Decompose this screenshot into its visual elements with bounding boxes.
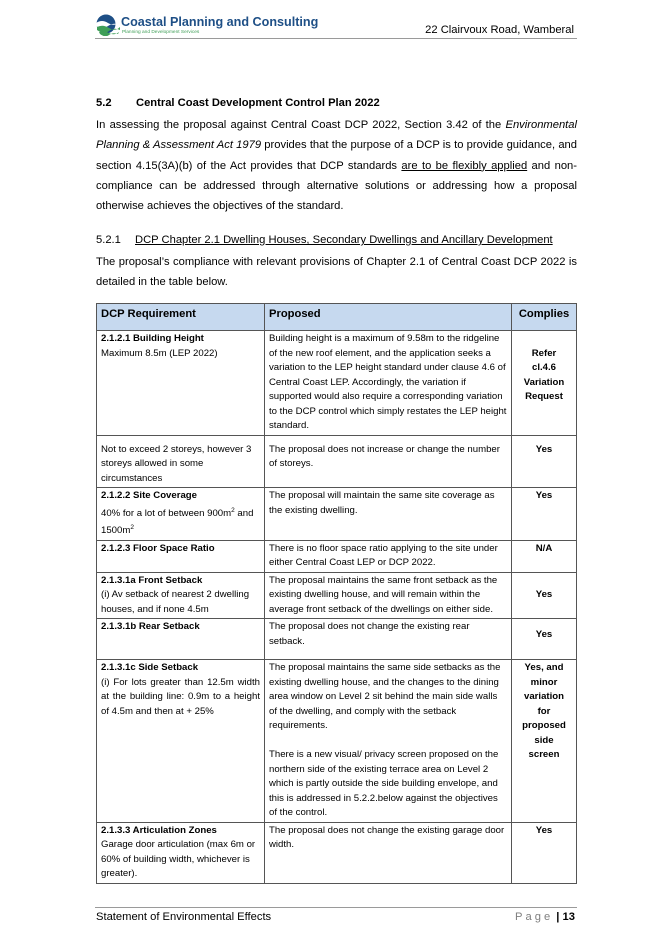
footer-page-number [515, 911, 575, 923]
complies-cell [512, 660, 577, 823]
proposed-cell: The proposal does not change the existing rear setback. [265, 619, 512, 660]
complies-cell: Yes [512, 435, 577, 488]
complies-line: Request [525, 391, 563, 402]
complies-line: proposed [522, 720, 566, 732]
requirement-text [101, 504, 260, 539]
complies-line: cl.4.6 [531, 362, 556, 373]
requirement-cell [97, 619, 265, 660]
section-title: Central Coast Development Control Plan 2022 [136, 97, 380, 109]
table-header-row [97, 304, 577, 331]
flexibly-applied-text: are to be flexibly applied [401, 159, 528, 172]
footer-divider [95, 907, 577, 908]
complies-value: Yes [535, 589, 553, 601]
complies-line: Refer [531, 347, 557, 359]
dcp-compliance-table [96, 303, 577, 884]
complies-line: for [537, 705, 551, 717]
page-header [95, 14, 577, 39]
complies-cell [512, 572, 577, 619]
proposed-cell: The proposal maintains the same front setback as the existing dwelling house, and will remain within the average front setback of the dwellings on either side. [265, 572, 512, 619]
company-name: Coastal Planning and Consulting [121, 15, 319, 29]
col-header-complies: Complies [512, 304, 577, 331]
table-row [97, 435, 577, 488]
requirement-cell [97, 488, 265, 541]
superscript: 2 [130, 524, 134, 532]
act-name: Environmental Planning & Assessment Act 1979 [96, 119, 577, 152]
section-heading [96, 97, 380, 109]
proposed-cell: The proposal does not change the existing garage door width. [265, 822, 512, 883]
proposed-cell [265, 660, 512, 823]
intro-text-b: provides that the purpose of a DCP is to provide guidance, and section 4.15(3A)(b) of the Act provides that DCP standards [96, 139, 578, 172]
complies-value: Yes [535, 629, 553, 641]
header-divider [95, 38, 577, 39]
requirement-cell [97, 572, 265, 619]
requirement-cell [97, 435, 265, 488]
intro-text-a: In assessing the proposal against Central Coast DCP 2022, Section 3.42 of the [96, 119, 506, 131]
proposed-cell: There is no floor space ratio applying to the site under either Central Coast LEP or DCP 2022. [265, 540, 512, 572]
table-row [97, 331, 577, 436]
requirement-cell [97, 822, 265, 883]
proposed-cell: Building height is a maximum of 9.58m to the ridgeline of the new roof element, and the application seeks a variation to the LEP height standard under clause 4.6 of Central Coast LEP. Accordingly, the variation if supported would also require a corresponding variation to the DCP control which simply restates the LEP height standard. [265, 331, 512, 436]
requirement-title: 2.1.3.3 Articulation Zones [101, 824, 217, 836]
intro-text-c: and non-compliance can be addressed through alternative solutions or addressing how a proposal otherwise achieves the objectives of the standard. [96, 159, 577, 213]
page-label: Page [515, 911, 554, 923]
requirement-text-b: and 1500m [101, 507, 254, 537]
complies-line: side [534, 734, 554, 746]
requirement-title: 2.1.2.3 Floor Space Ratio [101, 542, 215, 554]
requirement-text: (i) For lots greater than 12.5m width at the building line: 0.9m to a height of 4.5m and then at + 25% [101, 676, 260, 717]
complies-cell [512, 331, 577, 436]
table-row [97, 572, 577, 619]
proposed-cell: The proposal does not increase or change the number of storeys. [265, 435, 512, 488]
requirement-text: Garage door articulation (max 6m or 60% of building width, whichever is greater). [101, 839, 256, 880]
col-header-requirement: DCP Requirement [97, 304, 265, 331]
company-tagline: Planning and Development Services [122, 30, 200, 35]
complies-cell: Yes [512, 488, 577, 541]
complies-cell: N/A [512, 540, 577, 572]
header-address: 22 Clairvoux Road, Wamberal [425, 24, 574, 36]
requirement-title: 2.1.3.1b Rear Setback [101, 621, 200, 633]
requirement-cell [97, 540, 265, 572]
table-row [97, 660, 577, 823]
requirement-text: (i) Av setback of nearest 2 dwelling houses, and if none 4.5m [101, 589, 250, 615]
page-number: 13 [562, 911, 575, 923]
complies-line: variation [524, 691, 564, 703]
requirement-title: 2.1.3.1c Side Setback [101, 662, 199, 674]
table-row [97, 822, 577, 883]
table-intro-paragraph: The proposal’s compliance with relevant provisions of Chapter 2.1 of Central Coast DCP 2022 is detailed in the table below. [96, 256, 577, 289]
requirement-title: 2.1.2.2 Site Coverage [101, 490, 197, 501]
proposed-text: There is a new visual/ privacy screen proposed on the northern side of the existing terrace area on Level 2 which is partly outside the side building envelope, and this is addressed in 5.2.2.below against the objectives of the control. [269, 749, 499, 819]
superscript: 2 [231, 506, 235, 514]
subsection-title: DCP Chapter 2.1 Dwelling Houses, Secondary Dwellings and Ancillary Development [135, 234, 553, 246]
intro-paragraph [96, 115, 577, 216]
requirement-cell [97, 660, 265, 823]
subsection-heading [96, 234, 553, 246]
proposed-cell: The proposal will maintain the same site coverage as the existing dwelling. [265, 488, 512, 541]
requirement-cell [97, 331, 265, 436]
complies-line: Variation [523, 376, 565, 388]
complies-line: screen [528, 749, 560, 761]
requirement-text-a: 40% for a lot of between 900m [101, 507, 232, 519]
complies-line: minor [530, 676, 558, 688]
section-number: 5.2 [96, 97, 112, 109]
requirement-text: Not to exceed 2 storeys, however 3 storeys allowed in some circumstances [101, 443, 252, 484]
wave-logo-icon [95, 14, 121, 36]
requirement-title: 2.1.3.1a Front Setback [101, 574, 203, 586]
complies-cell [512, 619, 577, 660]
proposed-text: The proposal maintains the same side setbacks as the existing dwelling house, and the changes to the dining area window on Level 2 sit behind the main side walls of the dwelling, and comply with the setback requirements. [269, 662, 501, 732]
table-row [97, 540, 577, 572]
col-header-proposed: Proposed [265, 304, 512, 331]
subsection-number: 5.2.1 [96, 234, 121, 246]
table-row [97, 619, 577, 660]
complies-cell: Yes [512, 822, 577, 883]
complies-line: Yes, and [524, 662, 564, 674]
page-separator: | [556, 911, 560, 923]
table-row [97, 488, 577, 541]
requirement-text: Maximum 8.5m (LEP 2022) [101, 347, 218, 359]
requirement-title: 2.1.2.1 Building Height [101, 333, 204, 344]
footer-document-title: Statement of Environmental Effects [96, 911, 272, 923]
